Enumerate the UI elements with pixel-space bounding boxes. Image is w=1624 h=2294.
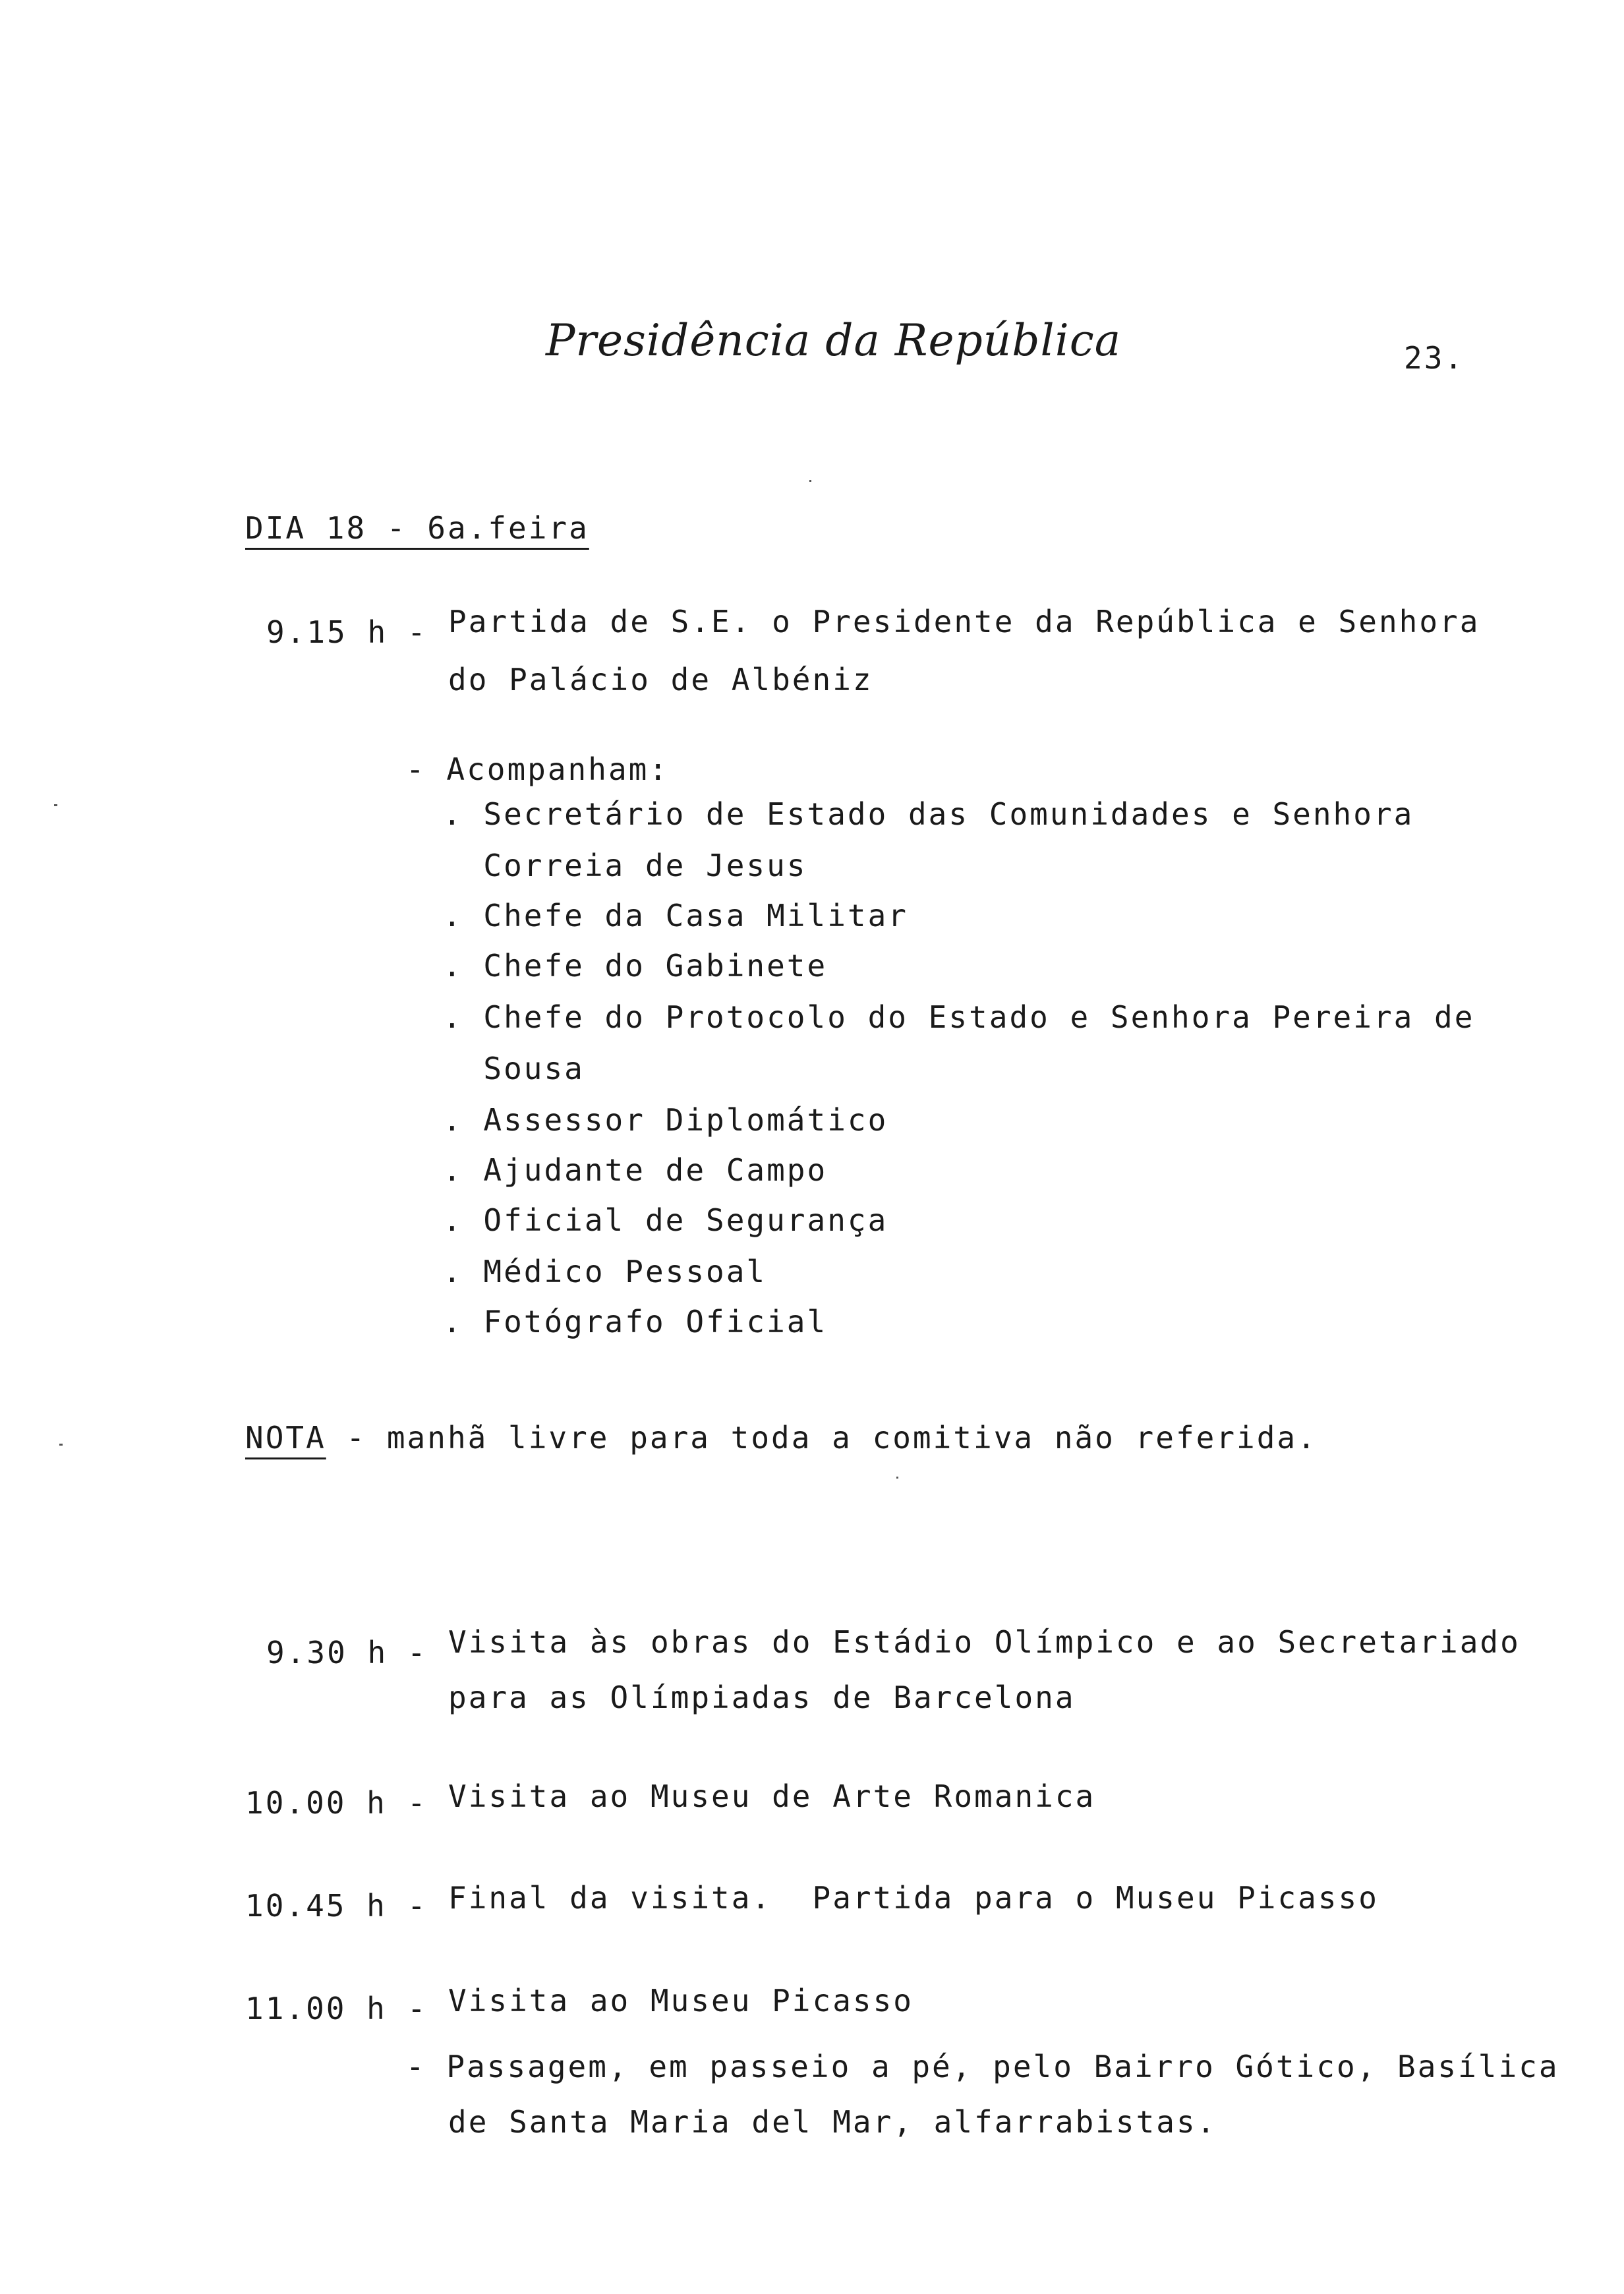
- entry-dash-1100: -: [407, 1991, 428, 2026]
- scan-speck: [54, 804, 57, 806]
- entry-dash-1045: -: [407, 1888, 428, 1924]
- day-heading: DIA 18 - 6a.feira: [245, 510, 589, 546]
- accompany-item: . Ajudante de Campo: [443, 1152, 828, 1188]
- accompany-item: . Chefe do Gabinete: [443, 948, 828, 984]
- nota-line: [245, 1420, 1318, 1456]
- page-number: 23.: [1404, 340, 1465, 376]
- entry-1100-sub-line1: - Passagem, em passeio a pé, pelo Bairro Gótico, Basílica: [406, 2049, 1559, 2084]
- accompany-item: Sousa: [443, 1051, 585, 1086]
- entry-0930-line2: para as Olímpiadas de Barcelona: [448, 1680, 1076, 1715]
- accompany-item: . Chefe do Protocolo do Estado e Senhora Pereira de: [443, 999, 1475, 1035]
- entry-dash-0915: -: [407, 614, 428, 650]
- entry-1045-line1: Final da visita. Partida para o Museu Picasso: [448, 1880, 1379, 1916]
- entry-0915-line1: Partida de S.E. o Presidente da República e Senhora: [448, 604, 1480, 639]
- scan-speck: [59, 1444, 63, 1446]
- accompany-item: Correia de Jesus: [443, 848, 807, 883]
- letterhead-title: Presidência da República: [546, 315, 1122, 366]
- accompany-item: . Médico Pessoal: [443, 1254, 767, 1289]
- accompany-item: . Oficial de Segurança: [443, 1202, 888, 1238]
- entry-dash-0930: -: [407, 1635, 428, 1670]
- entry-time-0930: 9.30 h: [266, 1635, 388, 1670]
- accompany-item: . Assessor Diplomático: [443, 1102, 888, 1138]
- accompany-item: . Chefe da Casa Militar: [443, 898, 908, 933]
- entry-0915-line2: do Palácio de Albéniz: [448, 662, 873, 697]
- nota-text: - manhã livre para toda a comitiva não referida.: [326, 1420, 1318, 1456]
- entry-0930-line1: Visita às obras do Estádio Olímpico e ao Secretariado: [448, 1624, 1521, 1660]
- nota-label: NOTA: [245, 1420, 326, 1456]
- accompany-item: . Secretário de Estado das Comunidades e Senhora: [443, 796, 1414, 832]
- entry-dash-1000: -: [407, 1785, 428, 1821]
- scan-speck: [896, 1477, 898, 1479]
- scan-speck: [809, 480, 811, 482]
- entry-1100-line1: Visita ao Museu Picasso: [448, 1983, 914, 2018]
- entry-1100-sub-line2: de Santa Maria del Mar, alfarrabistas.: [448, 2104, 1217, 2140]
- entry-time-1000: 10.00 h: [245, 1785, 387, 1821]
- accompany-label: - Acompanham:: [406, 751, 670, 787]
- entry-time-0915: 9.15 h: [266, 614, 388, 650]
- entry-time-1045: 10.45 h: [245, 1888, 387, 1924]
- entry-1000-line1: Visita ao Museu de Arte Romanica: [448, 1779, 1096, 1814]
- accompany-item: . Fotógrafo Oficial: [443, 1304, 828, 1339]
- entry-time-1100: 11.00 h: [245, 1991, 387, 2026]
